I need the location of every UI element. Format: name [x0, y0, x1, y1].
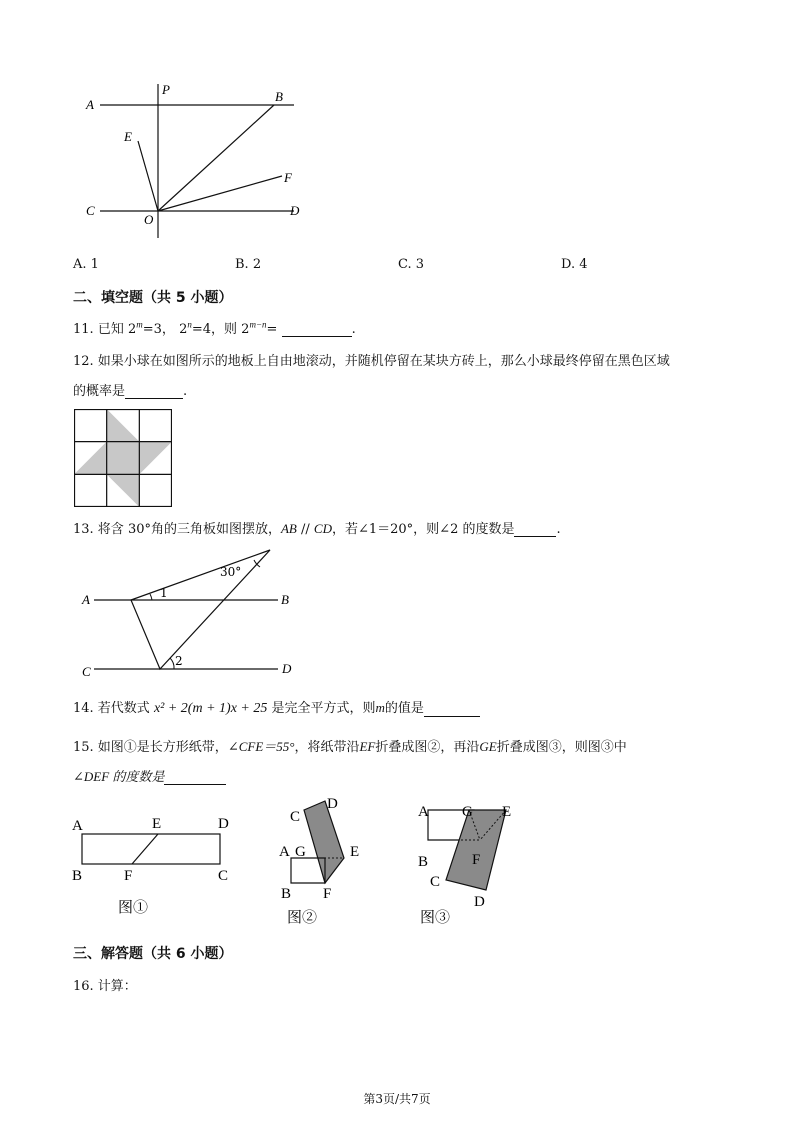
q12-answer-blank[interactable]: [125, 384, 183, 399]
q15-line1-end: 折叠成图③，则图③中: [496, 740, 627, 755]
label-a: A: [72, 818, 83, 834]
q12-line2: [73, 380, 187, 399]
label-b: B: [281, 886, 292, 902]
folded-strip: [446, 810, 506, 890]
q11-answer-blank[interactable]: [282, 322, 352, 337]
q11-eq2: 2: [179, 322, 188, 337]
label-30: 30°: [220, 565, 242, 579]
label-c: C: [218, 868, 229, 884]
q14-m: m: [375, 700, 385, 715]
label-g: G: [462, 804, 473, 820]
q11: [73, 318, 356, 337]
q15-line1-pre: 15. 如图①是长方形纸带，: [73, 740, 228, 755]
q14-pre: 14. 若代数式: [73, 701, 150, 716]
label-d: D: [327, 796, 338, 812]
q10-figure: [80, 78, 320, 238]
label-b: B: [72, 868, 83, 884]
label-a: A: [86, 97, 94, 112]
q14-mid: 是完全平方式，则: [271, 701, 376, 716]
label-a: A: [279, 844, 290, 860]
q11-eq2-rhs: =4，则: [191, 322, 238, 337]
q13-pre: 13. 将含 30°角的三角板如图摆放，: [73, 522, 281, 537]
q14-answer-blank[interactable]: [424, 702, 480, 717]
q13-ab: AB: [280, 521, 297, 536]
q13-end: .: [556, 522, 561, 537]
label-g: G: [295, 844, 306, 860]
q11-end: .: [351, 322, 356, 337]
q14: [73, 697, 480, 717]
q15-figure-3: [412, 796, 532, 936]
q15-line1: [73, 736, 627, 755]
section2-title: 二、填空题（共 5 小题）: [73, 290, 233, 306]
caption: 图①: [118, 898, 149, 916]
triangle-ruler: [131, 550, 270, 669]
label-f: F: [323, 886, 332, 902]
label-c: C: [86, 203, 95, 218]
paper-strip: [82, 834, 220, 864]
caption: 图②: [287, 908, 318, 926]
label-a: A: [82, 592, 90, 607]
label-2: 2: [175, 654, 183, 668]
q15-ef: EF: [359, 739, 376, 754]
label-p: P: [162, 82, 170, 97]
label-1: 1: [160, 586, 168, 600]
q11-num: 11.: [73, 322, 94, 337]
label-d: D: [474, 894, 485, 910]
label-b: B: [275, 89, 283, 104]
label-d: D: [290, 203, 300, 218]
q14-post: 的值是: [384, 701, 424, 716]
page-footer: 第3页/共7页: [363, 1092, 431, 1106]
q16: 16. 计算：: [73, 979, 137, 994]
q13-par: //: [296, 522, 314, 537]
q11-pre: 已知: [97, 322, 124, 337]
q11-eq1-rhs: =3，: [142, 322, 175, 337]
q12-end: .: [183, 384, 188, 399]
q15-line2-text: ∠DEF 的度数是: [73, 769, 165, 784]
angle-2-arc: [170, 658, 174, 669]
q12-line2-pre: 的概率是: [73, 384, 126, 399]
label-c: C: [82, 664, 91, 679]
label-c: C: [430, 874, 441, 890]
label-b: B: [418, 854, 429, 870]
label-e: E: [502, 804, 512, 820]
q15-figure-2: [275, 792, 375, 932]
q13-answer-blank[interactable]: [514, 522, 556, 537]
q11-eq2-exp: n: [187, 319, 192, 330]
q12-line1: 12. 如果小球在如图所示的地板上自由地滚动，并随机停留在某块方砖上，那么小球最终停留在黑色区域: [73, 354, 670, 369]
fold-line-ef: [132, 834, 158, 864]
q15-line1-mid2: 折叠成图②，再沿: [375, 740, 480, 755]
q15-line1-mid: ，将纸带沿: [294, 740, 360, 755]
label-f: F: [124, 868, 133, 884]
q10-option-b[interactable]: B. 2: [235, 257, 262, 272]
ray-oe: [138, 141, 158, 211]
folded-strip: [304, 801, 344, 883]
q10-option-d[interactable]: D. 4: [561, 257, 588, 272]
shaded-region: [74, 409, 172, 507]
q13-cd: CD: [313, 521, 332, 536]
label-d: D: [218, 816, 229, 832]
label-c: C: [290, 809, 301, 825]
q11-eq1-exp: m: [136, 319, 143, 330]
q12-tile-grid: [74, 409, 172, 507]
q11-eq3-rhs: =: [266, 322, 278, 337]
q13-mid: ，若∠1＝20°，则∠2 的度数是: [331, 522, 515, 537]
q14-expression: x² + 2(m + 1)x + 25: [153, 701, 268, 716]
label-f: F: [284, 170, 292, 185]
q11-eq3-exp: m−n: [249, 319, 267, 330]
q15-answer-blank[interactable]: [164, 770, 226, 785]
q11-eq3: 2: [241, 322, 250, 337]
caption: 图③: [420, 908, 451, 926]
q15-ge: GE: [479, 739, 497, 754]
q15-line2: [73, 766, 226, 785]
label-e: E: [152, 816, 162, 832]
q10-option-c[interactable]: C. 3: [398, 257, 425, 272]
label-o: O: [144, 212, 154, 227]
label-a: A: [418, 804, 429, 820]
label-f: F: [472, 852, 481, 868]
label-d: D: [282, 661, 292, 676]
label-e: E: [124, 129, 132, 144]
q11-eq1: 2: [127, 322, 137, 337]
q13: [73, 518, 561, 537]
q10-option-a[interactable]: A. 1: [73, 257, 99, 272]
q15-figure-1: [70, 812, 250, 927]
angle-1-arc: [150, 594, 152, 600]
q15-angle: ∠CFE＝55°: [227, 739, 295, 754]
section3-title: 三、解答题（共 6 小题）: [73, 946, 233, 962]
q13-figure: [78, 545, 308, 685]
label-e: E: [350, 844, 360, 860]
label-b: B: [281, 592, 289, 607]
